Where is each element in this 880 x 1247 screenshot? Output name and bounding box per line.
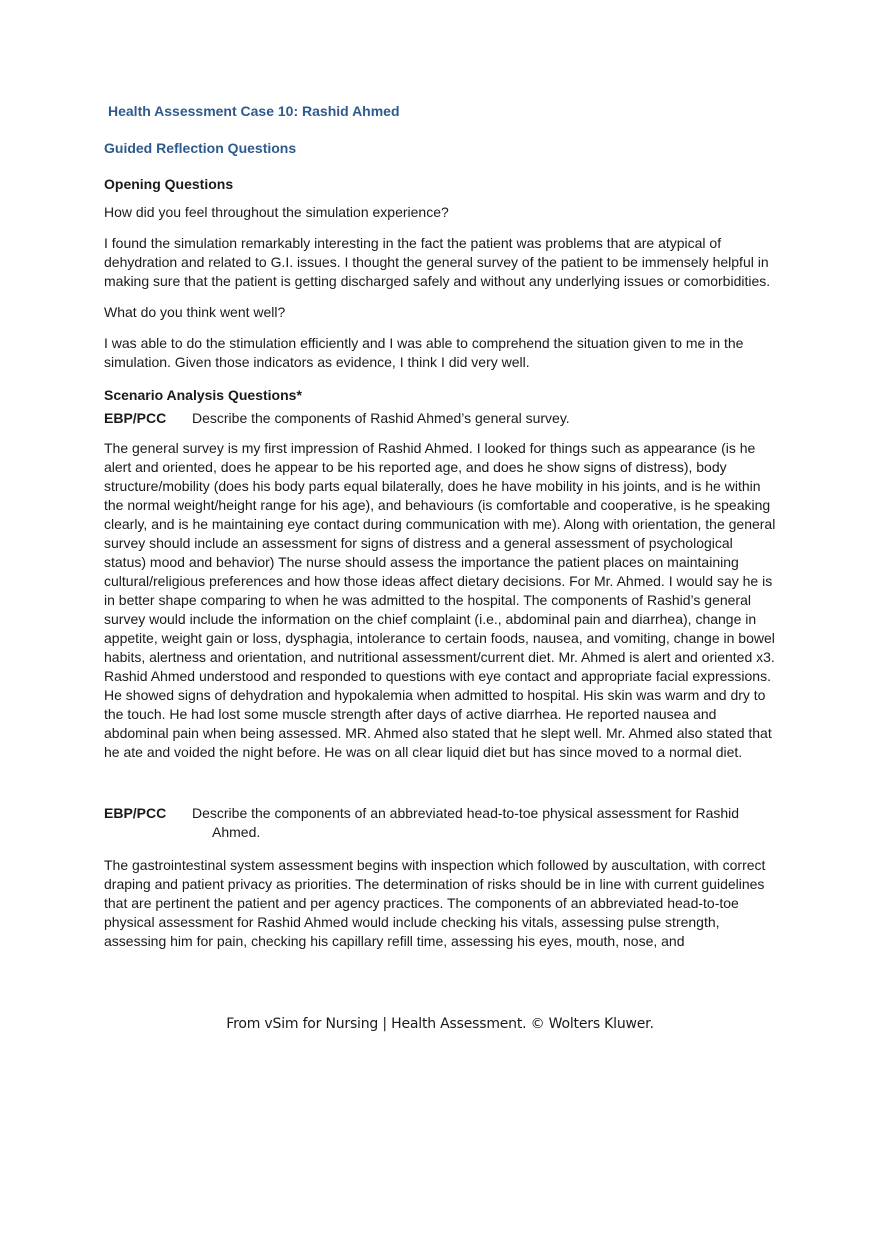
opening-question-2: What do you think went well? [104,304,286,320]
question-text: Describe the components of Rashid Ahmed’s general survey. [192,410,570,426]
scenario-answer-2: The gastrointestinal system assessment begins with inspection which followed by auscultation, with correct draping and patient privacy as priorities. The determination of risks should be in line with current guidelines that are pertinent the patient and per agency practices. The components of an abbreviated head-to-toe physical assessment for Rashid Ahmed would include checking his vitals, assessing pulse strength, assessing him for pain, checking his capillary refill time, assessing his eyes, mouth, nose, and [104,857,766,949]
document-title: Health Assessment Case 10: Rashid Ahmed [108,103,400,119]
scenario-answer-1: The general survey is my first impression of Rashid Ahmed. I looked for things such as appearance (is he alert and oriented, does he appear to be his reported age, and does he show signs of distress), body structure/mobility (does his body parts equal bilaterally, does he have mobility in his joints, and is he within the normal weight/height range for his age), and behaviours (is comfortable and cooperative, is he speaking clearly, and is he maintaining eye contact during communication with me). Along with orientation, the general survey should include an assessment for signs of distress and a general assessment of psychological status) mood and behavior) The nurse should assess the importance the patient places on maintaining cultural/religious preferences and how those ideas affect dietary decisions. For Mr. Ahmed. I would say he is in better shape comparing to when he was admitted to the hospital. The components of Rashid’s general survey would include the information on the chief complaint (i.e., abdominal pain and diarrhea), change in appetite, weight gain or loss, dysphagia, intolerance to certain foods, nausea, and vomiting, change in bowel habits, alertness and orientation, and nutritional assessment/current diet. Mr. Ahmed is alert and oriented x3. Rashid Ahmed understood and responded to questions with eye contact and appropriate facial expressions. He showed signs of dehydration and hypokalemia when admitted to hospital. His skin was warm and dry to the touch. He had lost some muscle strength after days of active diarrhea. He reported nausea and abdominal pain when being assessed. MR. Ahmed also stated that he slept well. Mr. Ahmed also stated that he ate and voided the night before. He was on all clear liquid diet but has since moved to a normal diet. [104,440,776,760]
question-text-line-2: Ahmed. [212,824,261,840]
scenario-question-1 [104,409,776,428]
scenario-questions-heading: Scenario Analysis Questions* [104,387,302,403]
opening-questions-heading: Opening Questions [104,176,234,192]
opening-answer-2: I was able to do the stimulation efficiently and I was able to comprehend the situation given to me in the simulation. Given those indicators as evidence, I think I did very well. [104,335,744,370]
question-tag: EBP/PCC [104,410,167,426]
scenario-question-2 [104,804,776,842]
document-subtitle: Guided Reflection Questions [104,140,297,156]
question-text-line-1: Describe the components of an abbreviated head-to-toe physical assessment for Rashid [192,805,740,821]
document-body [104,100,776,951]
opening-answer-1: I found the simulation remarkably interesting in the fact the patient was problems that are atypical of dehydration and related to G.I. issues. I thought the general survey of the patient to be immensely helpful in making sure that the patient is getting discharged safely and without any underlying issues or comorbidities. [104,235,771,289]
question-text [192,804,776,842]
page-footer: From vSim for Nursing | Health Assessment. © Wolters Kluwer. [226,1016,654,1032]
opening-question-1: How did you feel throughout the simulation experience? [104,204,449,220]
question-tag: EBP/PCC [104,805,167,821]
